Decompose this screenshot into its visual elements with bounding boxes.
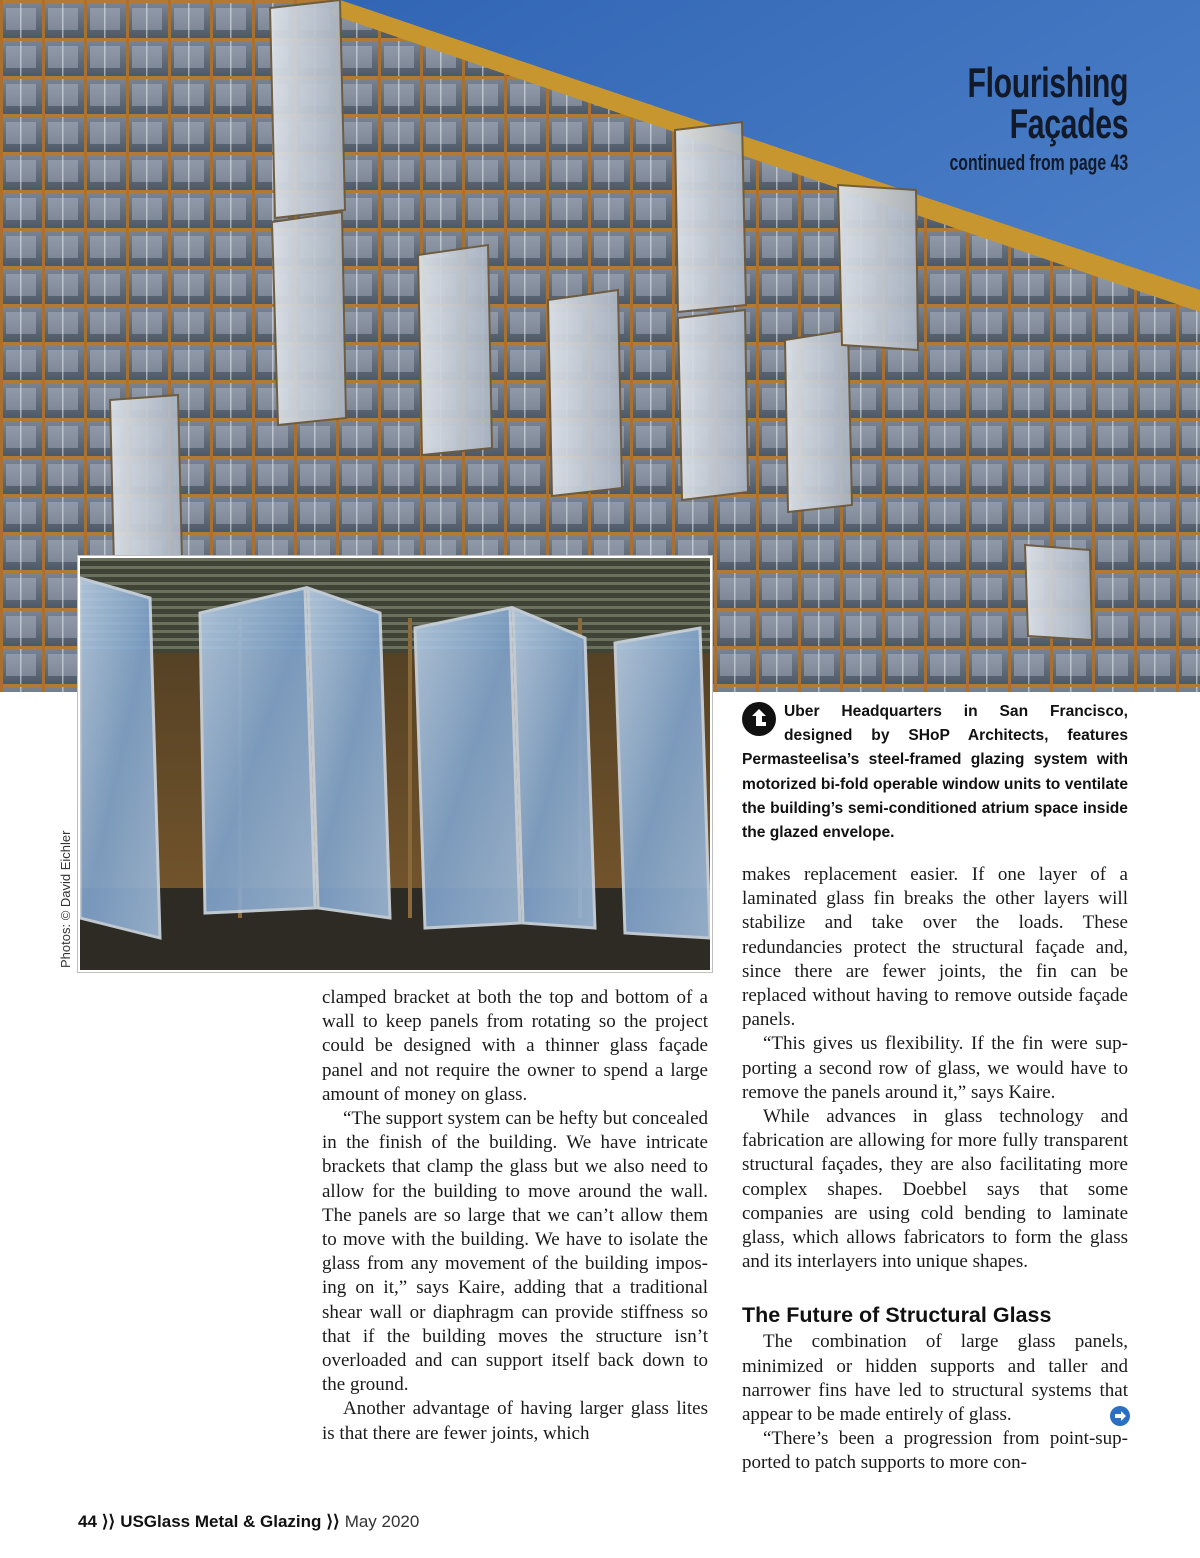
section-title-line2: Façades bbox=[1009, 100, 1128, 148]
paragraph: “This gives us flexibility. If the fin were supporting a second row of glass, we would have to remove the panels around it,” says Kaire. bbox=[742, 1033, 1128, 1103]
return-arrow-icon bbox=[742, 702, 776, 736]
continued-from-note[interactable]: continued from page 43 bbox=[949, 150, 1128, 176]
issue-date: May 2020 bbox=[344, 1512, 420, 1531]
section-title bbox=[949, 59, 1128, 176]
paragraph: “The support system can be hefty but concealed in the finish of the building. We have intricate brackets that clamp the glass but we also need to allow for the building to move around the wall. The panels are so large that we can’t allow them to move with the building. We have to isolate the glass from any movement of the building imposing on it,” says Kaire, adding that a traditional shear wall or diaphragm can provide stiffness so that if the building moves the structure isn’t overloaded and can support itself back down to the ground. bbox=[322, 1108, 708, 1396]
subheading: The Future of Structural Glass bbox=[742, 1303, 1052, 1328]
paragraph: Another advantage of having larger glass lites is that there are fewer joints, which bbox=[322, 1398, 708, 1444]
paragraph: The combination of large glass panels, minimized or hidden supports and taller and narrower fins have led to structural systems that appear to be made entirely of glass. bbox=[742, 1331, 1128, 1426]
bifold-windows-image bbox=[80, 558, 710, 970]
paragraph: makes replacement easier. If one layer of a laminated glass fin breaks the other layers will stabilize and take over the loads. These redundancies protect the structural façade and, since there are fewer joints, the fin can be replaced without having to remove outside façade panels. bbox=[742, 864, 1128, 1031]
page-footer bbox=[78, 1512, 419, 1532]
photo-caption bbox=[742, 700, 1128, 845]
inset-photo bbox=[78, 556, 712, 972]
footer-separator: ⟩⟩ bbox=[326, 1512, 340, 1531]
paragraph: clamped bracket at both the top and bottom of a wall to keep panels from rotating so the project could be designed with a thinner glass façade panel and not require the owner to spend a large amount of money on glass. bbox=[322, 987, 708, 1105]
page-number: 44 bbox=[78, 1512, 97, 1531]
right-column bbox=[742, 863, 1128, 1476]
left-column bbox=[322, 986, 708, 1446]
section-title-line1: Flourishing bbox=[967, 59, 1128, 106]
photo-credit: Photos: © David Eichler bbox=[58, 830, 73, 968]
magazine-name: USGlass Metal & Glazing bbox=[120, 1512, 322, 1531]
continue-arrow-icon[interactable] bbox=[1110, 1406, 1130, 1426]
paragraph: “There’s been a progression from point-supported to patch supports to more con- bbox=[742, 1428, 1128, 1474]
footer-separator: ⟩⟩ bbox=[101, 1512, 116, 1531]
caption-text: Uber Headquarters in San Francisco, designed by SHoP Architects, features Permasteelisa’s steel-framed glazing system with motorized bi-fold operable window units to ventilate the building’s semi-conditioned atrium space inside the glazed envelope. bbox=[742, 703, 1128, 842]
paragraph: While advances in glass technology and fabrication are allowing for more fully transparent structural façades, they are also facilitating more complex shapes. Doebbel says that some companies are using cold bending to laminate glass, which allows fabricators to form the glass and its interlayers into unique shapes. bbox=[742, 1106, 1128, 1273]
